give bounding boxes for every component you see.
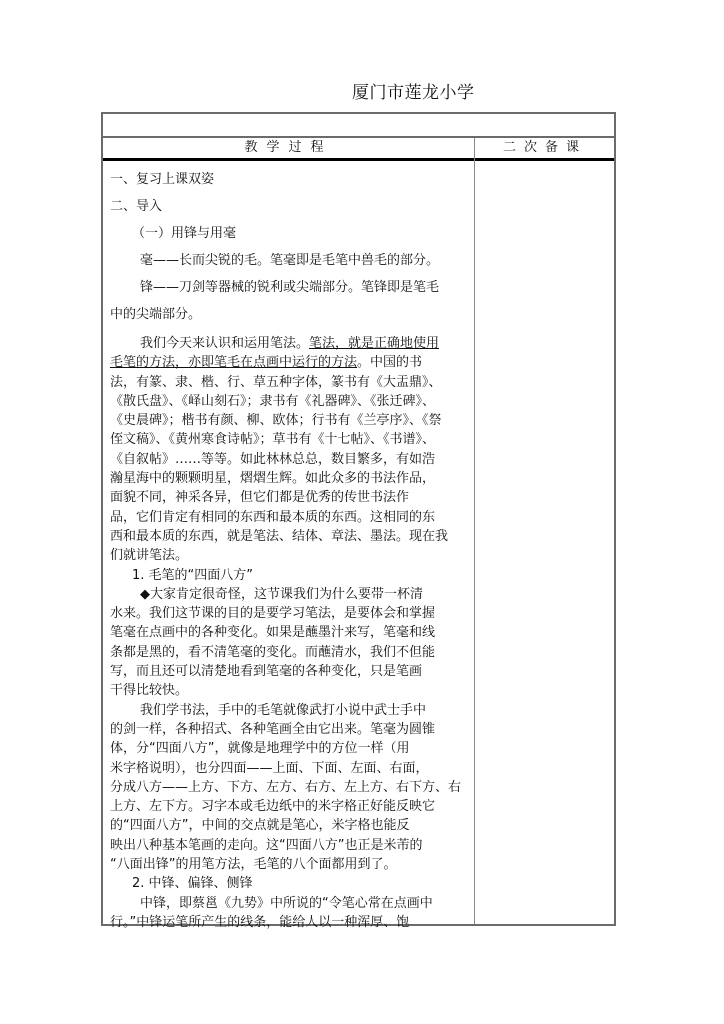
text: 我们今天来认识和运用笔法。 (140, 336, 310, 351)
intro-line: 法，有篆、隶、楷、行、草五种字体，篆书有《大盂鼎》、 (110, 374, 442, 390)
intro-line: 西和最本质的东西，就是笔法、结体、章法、墨法。现在我 (110, 528, 449, 544)
point-line: 体，分“四面八方”，就像是地理学中的方位一样（用 (110, 741, 410, 757)
intro-line: 们就讲笔法。 (110, 548, 189, 564)
intro-line: 品，它们肯定有相同的东西和最本质的东西。这相同的东 (110, 509, 436, 525)
point-heading: 2. 中锋、偏锋、侧锋 (132, 876, 253, 892)
point-line: ◆大家肯定很奇怪，这节课我们为什么要带一杯清 (140, 586, 423, 602)
point-line: 干得比较快。 (110, 683, 189, 699)
intro-line: 侄文稿》、《黄州寒食诗帖》；草书有《十七帖》、《书谱》、 (110, 432, 436, 448)
lesson-table (101, 112, 616, 930)
point-line: 写，而且还可以清楚地看到笔毫的各种变化，只是笔画 (110, 664, 423, 680)
intro-line: 《自叙帖》……等等。如此林林总总，数目繁多，有如浩 (110, 451, 436, 467)
underlined-text: 毛笔的方法，亦即笔毛在点画中运行的方法 (110, 355, 358, 371)
header-row (103, 138, 614, 161)
point-line: 分成八方——上方、下方、左方、右方、左上方、右下方、右 (110, 779, 462, 795)
blank-row (103, 114, 614, 138)
definition-hao: 毫——长而尖锐的毛。笔毫即是毛笔中兽毛的部分。 (140, 253, 440, 268)
column-header-second-preparation: 二次备课 (502, 140, 587, 155)
point-line: 笔毫在点画中的各种变化。如果是蘸墨汁来写，笔毫和线 (110, 625, 436, 641)
intro-line (110, 334, 470, 353)
school-name: 厦门市莲龙小学 (352, 83, 475, 103)
intro-line: 《史晨碑》；楷书有颜、柳、欧体；行书有《兰亭序》、《祭 (110, 413, 442, 429)
point-line: 的“四面八方”，中间的交点就是笔心，米字格也能反 (110, 818, 410, 834)
intro-line: 面貌不同，神采各异，但它们都是优秀的传世书法作 (110, 490, 410, 506)
point-line: 条都是黑的，看不清笔毫的变化。而蘸清水，我们不但能 (110, 644, 436, 660)
point-line: 映出八种基本笔画的走向。这“四面八方”也正是米芾的 (110, 837, 423, 853)
intro-line (110, 353, 470, 372)
point-heading: 1. 毛笔的“四面八方” (132, 567, 254, 583)
column-header-teaching-process: 教学过程 (244, 140, 333, 155)
intro-line: 瀚星海中的颗颗明星，熠熠生辉。如此众多的书法作品， (110, 471, 436, 487)
point-line: 上方、左下方。习字本或毛边纸中的米字格正好能反映它 (110, 799, 436, 815)
intro-line: 《散氏盘》、《峄山刻石》；隶书有《礼器碑》、《张迁碑》、 (110, 393, 436, 409)
point-line: 中锋，即蔡邕《九势》中所说的“令笔心常在点画中 (140, 895, 433, 911)
definition-feng-cont: 中的尖端部分。 (110, 307, 202, 322)
teaching-process-content (110, 166, 470, 932)
point-line: 行。”中锋运笔所产生的线条，能给人以一种浑厚、饱 (110, 914, 410, 930)
text: 。中国的书 (357, 355, 423, 371)
point-line: “八面出锋”的用笔方法，毛笔的八个面都用到了。 (110, 857, 397, 873)
column-divider (474, 138, 475, 924)
underlined-text: 笔法，就是正确地使用 (309, 336, 440, 351)
point-line: 的剑一样，各种招式、各种笔画全由它出来。笔毫为圆锥 (110, 721, 436, 737)
point-line: 米字格说明），也分四面——上面、下面、左面、右面， (110, 760, 429, 776)
section-heading: 一、复习上课双姿 (110, 172, 215, 187)
section-heading: 二、导入 (110, 199, 163, 214)
point-line: 我们学书法，手中的毛笔就像武打小说中武士手中 (140, 702, 427, 718)
definition-feng: 锋——刀剑等器械的锐利或尖端部分。笔锋即是笔毛 (140, 280, 440, 295)
subsection-heading: （一）用锋与用毫 (132, 226, 237, 241)
point-line: 水来。我们这节课的目的是要学习笔法，是要体会和掌握 (110, 606, 436, 622)
